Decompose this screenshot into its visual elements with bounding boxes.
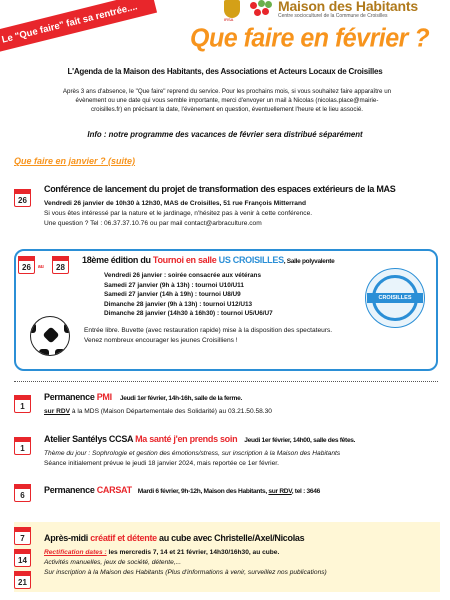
- calendar-icon: [52, 256, 69, 274]
- title-part: au cube avec Christelle/Axel/Nicolas: [156, 533, 305, 543]
- header-ribbon: Le "Que faire" fait sa rentrée....: [0, 0, 157, 55]
- title-part: Permanence: [44, 392, 97, 402]
- tournament-call: Venez nombreux encourager les jeunes Croisilliens !: [84, 337, 238, 344]
- calendar-icon: [14, 527, 31, 545]
- calendar-icon: [14, 189, 31, 207]
- title-part: US CROISILLES: [218, 255, 284, 265]
- event-line: Vendredi 26 janvier de 10h30 à 12h30, MAS de Croisilles, 51 rue François Mitterrand: [44, 200, 307, 207]
- event-title: [44, 392, 242, 402]
- title-part: Atelier Santélys CCSA: [44, 434, 136, 444]
- title-part: créatif et détente: [90, 533, 157, 543]
- event-detail: Mardi 6 février, 9h-12h, Maison des Habitants,: [137, 488, 269, 495]
- calendar-day: 21: [18, 578, 27, 587]
- event-line: [44, 407, 272, 416]
- calendar-day: 26: [18, 196, 27, 205]
- event-title: [44, 434, 355, 444]
- title-part: CARSAT: [96, 485, 132, 495]
- section-title: Que faire en janvier ? (suite): [14, 156, 136, 166]
- event-line: Séance initialement prévue le jeudi 18 janvier 2024, mais reportée ce 1er février.: [44, 460, 279, 467]
- rectification-label: Rectification dates :: [44, 549, 107, 556]
- event-detail: Jeudi 1er février, 14h-16h, salle de la ferme.: [119, 395, 243, 402]
- club-logo-icon: [365, 268, 425, 328]
- calendar-day: 1: [20, 444, 25, 453]
- calendar-day: 7: [20, 534, 25, 543]
- calendar-day: 1: [20, 402, 25, 411]
- event-line: Sur inscription à la Maison des Habitants (Plus d'informations à venir, surveillez nos publications): [44, 569, 327, 576]
- title-part: Après-midi: [44, 533, 91, 543]
- event-line: Une question ? Tel : 06.37.37.10.76 ou par mail contact@arbraculture.com: [44, 220, 262, 227]
- rdv-label: sur RDV: [44, 408, 71, 415]
- event-title: Conférence de lancement du projet de transformation des espaces extérieurs de la MAS: [44, 184, 396, 194]
- logo-title: Maison des Habitants: [278, 0, 418, 14]
- title-part: PMI: [96, 392, 112, 402]
- title-part: , Salle polyvalente: [283, 258, 335, 265]
- shield-icon: [224, 0, 240, 18]
- calendar-day: 14: [18, 556, 27, 565]
- event-detail: , tel : 3646: [291, 488, 321, 495]
- divider: [14, 381, 438, 382]
- schedule-item: Samedi 27 janvier (14h à 19h) : tournoi U8/U9: [104, 291, 241, 299]
- intro-text: [40, 87, 414, 114]
- calendar-icon: [18, 256, 35, 274]
- logo: [224, 0, 444, 24]
- rdv-label: sur RDV: [268, 488, 292, 495]
- schedule-item: Dimanche 28 janvier (14h30 à 16h30) : tournoi U5/U6/U7: [104, 310, 273, 318]
- page-title: Que faire en février ?: [190, 23, 430, 53]
- title-part: Ma santé j'en prends soin: [135, 434, 238, 444]
- intro-line: Après 3 ans d'absence, le "Que faire" reprend du service. Pour les prochains mois, si vous souhaitez faire apparaître un: [62, 88, 392, 95]
- event-line: Si vous êtes intéressé par la nature et le jardinage, n'hésitez pas à venir à cette conférence.: [44, 210, 313, 217]
- schedule-item: Vendredi 26 janvier : soirée consacrée aux vétérans: [104, 272, 262, 279]
- event-line: Activités manuelles, jeux de société, détente,...: [44, 559, 182, 566]
- event-title: [44, 533, 304, 543]
- intro-line: croisilles.fr) en précisant la date, l'évènement en question, éventuellement l'heure et le lieu associé.: [90, 106, 363, 113]
- event-line-text: à la MDS (Maison Départementale des Solidarité) au 03.21.50.58.30: [70, 408, 272, 415]
- calendar-day: 28: [56, 263, 65, 272]
- title-part: Tournoi en salle: [152, 255, 219, 265]
- event-line: [44, 548, 279, 557]
- calendar-icon: [14, 437, 31, 455]
- schedule-item: Samedi 27 janvier (9h à 13h) : tournoi U10/U11: [104, 281, 244, 289]
- schedule-item: Dimanche 28 janvier (9h à 13h) : tournoi U12/U13: [104, 300, 253, 308]
- tournament-title: [82, 255, 334, 265]
- event-line-text: les mercredis 7, 14 et 21 février, 14h30/16h30, au cube.: [106, 549, 280, 556]
- event-line: Thème du jour : Sophrologie et gestion des émotions/stress, sur inscription à la Maison des Habitants: [44, 450, 341, 457]
- calendar-icon: [14, 395, 31, 413]
- event-title: [44, 485, 320, 495]
- calendar-icon: [14, 571, 31, 589]
- title-part: 18ème édition du: [82, 255, 153, 265]
- info-note: Info : notre programme des vacances de février sera distribué séparément: [87, 130, 363, 139]
- agenda-subtitle: L'Agenda de la Maison des Habitants, des Associations et Acteurs Locaux de Croisilles: [67, 67, 383, 76]
- football-icon: [30, 316, 70, 356]
- shield-text: IRSA: [224, 17, 234, 22]
- logo-subtitle: Centre socioculturel de la Commune de Croisilles: [278, 13, 388, 19]
- date-range-separator: au: [38, 264, 44, 270]
- intro-line: évènement ou une date qui vous semble importante, merci d'envoyer un mail à Nicolas (nicolas.place@mairie-: [75, 97, 379, 104]
- dots-logo-icon: [250, 0, 272, 20]
- event-detail: Jeudi 1er février, 14h00, salle des fêtes.: [244, 437, 356, 444]
- calendar-icon: [14, 549, 31, 567]
- calendar-day: 26: [22, 263, 31, 272]
- tournament-entry: Entrée libre. Buvette (avec restauration rapide) mise à la disposition des spectateurs.: [84, 327, 333, 334]
- club-logo-label: CROISILLES: [367, 293, 423, 303]
- calendar-day: 6: [20, 491, 25, 500]
- title-part: Permanence: [44, 485, 97, 495]
- calendar-icon: [14, 484, 31, 502]
- tournament-schedule: [104, 271, 273, 319]
